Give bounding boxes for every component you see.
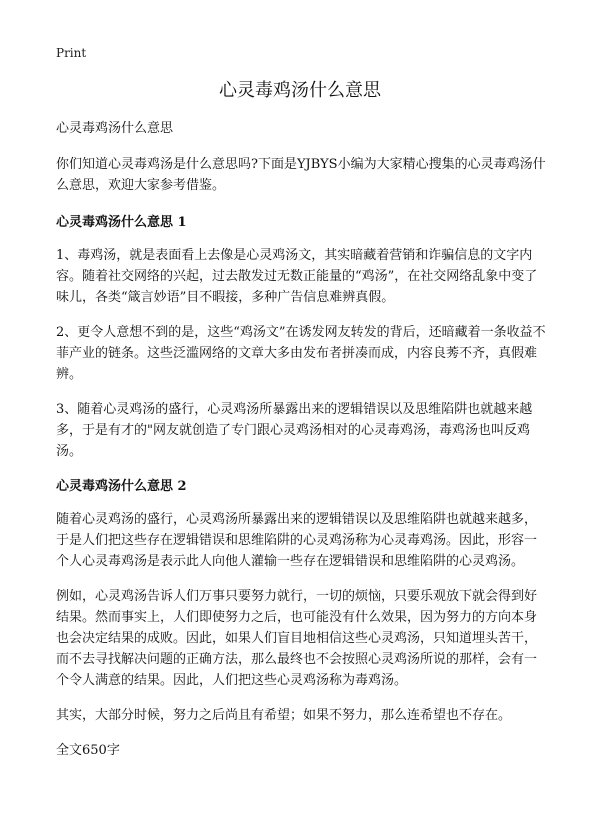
paragraph: 例如，心灵鸡汤告诉人们万事只要努力就行，一切的烦恼，只要乐观放下就会得到好结果。然而事实上，人们即使努力之后，也可能没有什么效果，因为努力的方向本身也会决定结果的成败。因此，如果人们盲目地相信这些心灵鸡汤，只知道埋头苦干，而不去寻找解决问题的正确方法，那么最终也不会按照心灵鸡汤所说的那样，会有一个令人满意的结果。因此，人们把这些心灵鸡汤称为毒鸡汤。 [56,589,538,688]
page-title: 心灵毒鸡汤什么意思 [219,80,381,101]
paragraph: 3、随着心灵鸡汤的盛行，心灵鸡汤所暴露出来的逻辑错误以及思维陷阱也就越来越多，于是有才的"网友就创造了专门跟心灵鸡汤相对的心灵毒鸡汤，毒鸡汤也叫反鸡汤。 [56,402,533,459]
section-heading-1: 心灵毒鸡汤什么意思 1 [56,215,187,230]
section-heading-2: 心灵毒鸡汤什么意思 2 [56,479,187,494]
word-count: 全文650字 [56,743,120,758]
paragraph: 其实，大部分时候，努力之后尚且有希望；如果不努力，那么连希望也不存在。 [56,708,512,723]
paragraph: 随着心灵鸡汤的盛行，心灵鸡汤所暴露出来的逻辑错误以及思维陷阱也就越来越多，于是人们把这些存在逻辑错误和思维陷阱的心灵鸡汤称为心灵毒鸡汤。因此，形容一个人心灵毒鸡汤是表示此人向他人灌输一些存在逻辑错误和思维陷阱的心灵鸡汤。 [56,512,538,569]
article-subtitle: 心灵毒鸡汤什么意思 [56,121,174,136]
print-link[interactable]: Print [56,46,87,60]
intro-paragraph: 你们知道心灵毒鸡汤是什么意思吗?下面是YJBYS小编为大家精心搜集的心灵毒鸡汤什么意思，欢迎大家参考借鉴。 [56,157,546,193]
paragraph: 2、更令人意想不到的是，这些“鸡汤文”在诱发网友转发的背后，还暗藏着一条收益不菲产业的链条。这些泛滥网络的文章大多由发布者拼凑而成，内容良莠不齐，真假难辨。 [56,325,546,382]
article-body [56,118,546,775]
paragraph: 1、毒鸡汤，就是表面看上去像是心灵鸡汤文，其实暗藏着营销和诈骗信息的文字内容。随着社交网络的兴起，过去散发过无数正能量的“鸡汤”，在社交网络乱象中变了味儿，各类“箴言妙语”目不暇接，多种广告信息难辨真假。 [56,248,538,305]
